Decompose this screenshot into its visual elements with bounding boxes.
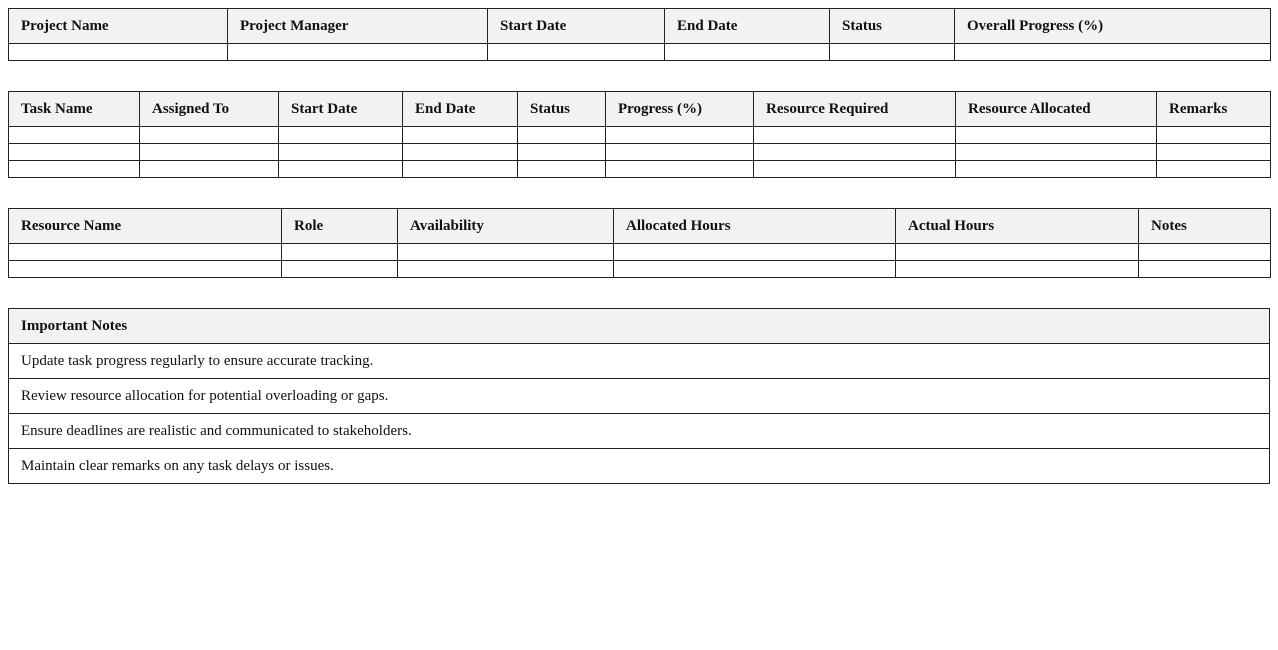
project-end-date-header: End Date: [665, 9, 830, 44]
overall-progress-header: Overall Progress (%): [955, 9, 1271, 44]
actual-hours-header: Actual Hours: [896, 209, 1139, 244]
table-row: [9, 261, 1271, 278]
task-cell[interactable]: [754, 144, 956, 161]
project-status-header: Status: [830, 9, 955, 44]
task-start-date-header: Start Date: [279, 92, 403, 127]
resource-cell[interactable]: [282, 261, 398, 278]
table-row: [9, 161, 1271, 178]
table-row: [9, 414, 1270, 449]
task-end-date-header: End Date: [403, 92, 518, 127]
project-end-date-cell[interactable]: [665, 44, 830, 61]
task-cell[interactable]: [1157, 161, 1271, 178]
task-cell[interactable]: [403, 144, 518, 161]
task-cell[interactable]: [956, 127, 1157, 144]
project-name-cell[interactable]: [9, 44, 228, 61]
overall-progress-cell[interactable]: [955, 44, 1271, 61]
task-cell[interactable]: [606, 161, 754, 178]
notes-header: Notes: [1139, 209, 1271, 244]
note-item: Maintain clear remarks on any task delays or issues.: [9, 449, 1270, 484]
task-cell[interactable]: [754, 161, 956, 178]
project-manager-header: Project Manager: [228, 9, 488, 44]
task-cell[interactable]: [606, 144, 754, 161]
table-row: [9, 344, 1270, 379]
task-cell[interactable]: [606, 127, 754, 144]
resource-cell[interactable]: [1139, 244, 1271, 261]
resource-cell[interactable]: [896, 261, 1139, 278]
task-table: [8, 91, 1271, 178]
resource-required-header: Resource Required: [754, 92, 956, 127]
task-cell[interactable]: [1157, 144, 1271, 161]
availability-header: Availability: [398, 209, 614, 244]
resource-cell[interactable]: [614, 261, 896, 278]
project-status-cell[interactable]: [830, 44, 955, 61]
task-header-row: [9, 92, 1271, 127]
project-header-row: [9, 9, 1271, 44]
resource-table: [8, 208, 1271, 278]
resource-cell[interactable]: [398, 244, 614, 261]
resource-cell[interactable]: [896, 244, 1139, 261]
task-cell[interactable]: [518, 161, 606, 178]
project-table: [8, 8, 1271, 61]
resource-cell[interactable]: [9, 261, 282, 278]
note-item: Review resource allocation for potential overloading or gaps.: [9, 379, 1270, 414]
task-cell[interactable]: [518, 144, 606, 161]
notes-header-row: [9, 309, 1270, 344]
resource-cell[interactable]: [398, 261, 614, 278]
task-cell[interactable]: [754, 127, 956, 144]
resource-cell[interactable]: [282, 244, 398, 261]
task-cell[interactable]: [956, 144, 1157, 161]
task-cell[interactable]: [140, 161, 279, 178]
important-notes-table: [8, 308, 1270, 484]
table-row: [9, 244, 1271, 261]
resource-cell[interactable]: [614, 244, 896, 261]
task-cell[interactable]: [279, 161, 403, 178]
assigned-to-header: Assigned To: [140, 92, 279, 127]
task-cell[interactable]: [140, 127, 279, 144]
task-cell[interactable]: [140, 144, 279, 161]
table-row: [9, 144, 1271, 161]
task-cell[interactable]: [9, 144, 140, 161]
task-cell[interactable]: [1157, 127, 1271, 144]
resource-allocated-header: Resource Allocated: [956, 92, 1157, 127]
task-cell[interactable]: [9, 161, 140, 178]
table-row: [9, 379, 1270, 414]
important-notes-header: Important Notes: [9, 309, 1270, 344]
role-header: Role: [282, 209, 398, 244]
task-progress-header: Progress (%): [606, 92, 754, 127]
project-manager-cell[interactable]: [228, 44, 488, 61]
note-item: Update task progress regularly to ensure accurate tracking.: [9, 344, 1270, 379]
table-row: [9, 44, 1271, 61]
task-cell[interactable]: [9, 127, 140, 144]
resource-header-row: [9, 209, 1271, 244]
task-cell[interactable]: [403, 161, 518, 178]
resource-cell[interactable]: [1139, 261, 1271, 278]
task-cell[interactable]: [518, 127, 606, 144]
project-start-date-cell[interactable]: [488, 44, 665, 61]
remarks-header: Remarks: [1157, 92, 1271, 127]
resource-cell[interactable]: [9, 244, 282, 261]
project-name-header: Project Name: [9, 9, 228, 44]
task-name-header: Task Name: [9, 92, 140, 127]
task-cell[interactable]: [403, 127, 518, 144]
table-row: [9, 449, 1270, 484]
allocated-hours-header: Allocated Hours: [614, 209, 896, 244]
task-cell[interactable]: [279, 144, 403, 161]
task-status-header: Status: [518, 92, 606, 127]
table-row: [9, 127, 1271, 144]
note-item: Ensure deadlines are realistic and communicated to stakeholders.: [9, 414, 1270, 449]
resource-name-header: Resource Name: [9, 209, 282, 244]
project-start-date-header: Start Date: [488, 9, 665, 44]
task-cell[interactable]: [279, 127, 403, 144]
task-cell[interactable]: [956, 161, 1157, 178]
